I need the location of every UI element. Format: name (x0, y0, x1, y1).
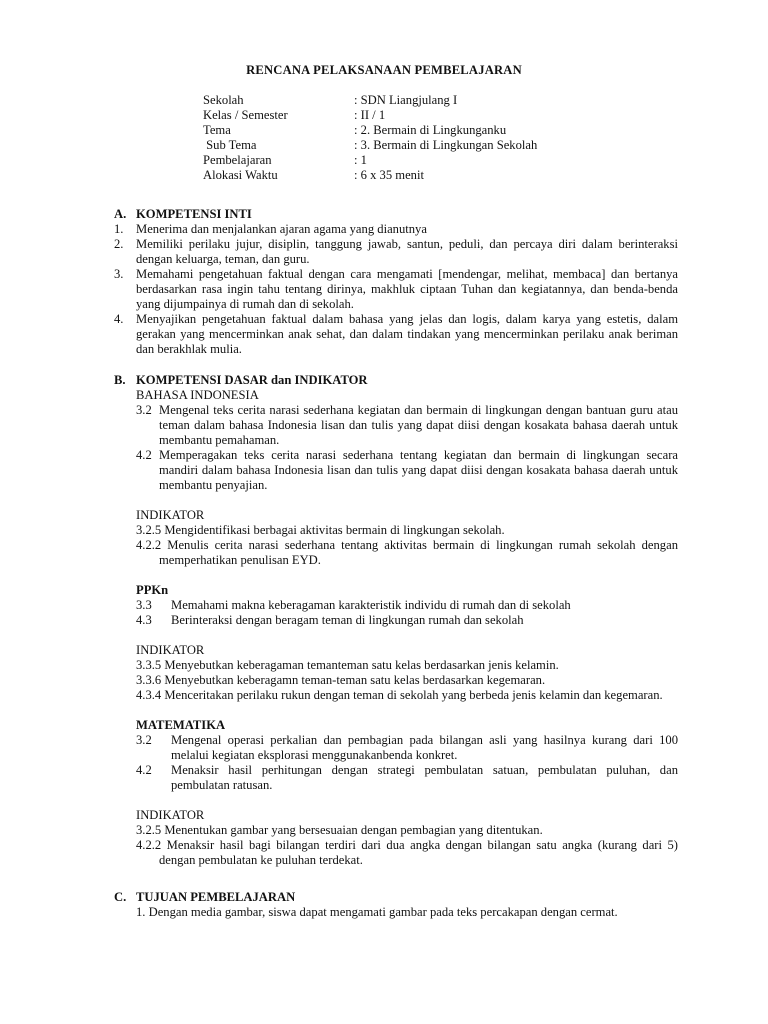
indikator-heading: INDIKATOR (136, 808, 205, 822)
info-value: : 1 (354, 153, 367, 167)
kd-item: 3.2 Mengenal teks cerita narasi sederhana kegiatan dan bermain di lingkungan dengan bantuan guru atau teman dalam bahasa Indonesia lisan dan tulis yang dapat diisi dengan kosakata bahasa daerah untuk membantu pemahaman. (136, 403, 678, 447)
tujuan-item: 1. Dengan media gambar, siswa dapat mengamati gambar pada teks percakapan dengan cermat. (136, 905, 618, 919)
info-label: Tema (203, 123, 231, 137)
list-item: 4. Menyajikan pengetahuan faktual dalam bahasa yang jelas dan logis, dalam karya yang estetis, dalam gerakan yang mencerminkan anak sehat, dan dalam tindakan yang mencerminkan perilaku anak beriman dan berakhlak mulia. (114, 312, 678, 356)
info-value: : SDN Liangjulang I (354, 93, 458, 107)
section-heading: B. KOMPETENSI DASAR dan INDIKATOR (114, 373, 368, 387)
info-label: Sekolah (203, 93, 244, 107)
info-label: Pembelajaran (203, 153, 272, 167)
indikator-item: 3.2.5 Menentukan gambar yang bersesuaian dengan pembagian yang ditentukan. (136, 823, 543, 837)
list-item: 3. Memahami pengetahuan faktual dengan cara mengamati [mendengar, melihat, membaca] dan bertanya berdasarkan rasa ingin tahu tentang dirinya, makhluk ciptaan Tuhan dan kegiatannya, dan benda-benda yang dijumpainya di rumah dan di sekolah. (114, 267, 678, 311)
indikator-item: 3.2.5 Mengidentifikasi berbagai aktivitas bermain di lingkungan sekolah. (136, 523, 505, 537)
kd-item: 4.2 Memperagakan teks cerita narasi sederhana tentang kegiatan dan bermain di lingkungan secara mandiri dalam bahasa Indonesia lisan dan tulis yang dapat diisi dengan kosakata bahasa daerah untuk membantu penyajian. (136, 448, 678, 492)
kd-item: 3.3 Memahami makna keberagaman karakteristik individu di rumah dan di sekolah (136, 598, 571, 612)
info-value: : II / 1 (354, 108, 386, 122)
section-tujuan-pembelajaran (114, 890, 678, 920)
info-row (203, 123, 537, 138)
indikator-item: 4.3.4 Menceritakan perilaku rukun dengan teman di sekolah yang berbeda jenis kelamin dan kegemaran. (136, 688, 663, 702)
list-item: 1. Menerima dan menjalankan ajaran agama yang dianutnya (114, 222, 427, 236)
kd-item: 4.3 Berinteraksi dengan beragam teman di lingkungan rumah dan sekolah (136, 613, 524, 627)
section-kompetensi-inti (114, 207, 678, 357)
kd-item: 3.2 Mengenal operasi perkalian dan pembagian pada bilangan asli yang hasilnya kurang dari 100 melalui kegiatan eksplorasi menggunakanbenda konkret. (136, 733, 678, 762)
kd-item: 4.2 Menaksir hasil perhitungan dengan strategi pembulatan satuan, pembulatan puluhan, dan pembulatan ratusan. (136, 763, 678, 792)
info-value: : 2. Bermain di Lingkunganku (354, 123, 507, 137)
info-value: : 6 x 35 menit (354, 168, 424, 182)
page-title: RENCANA PELAKSANAAN PEMBELAJARAN (246, 63, 522, 77)
indikator-item: 3.3.5 Menyebutkan keberagaman temanteman satu kelas berdasarkan jenis kelamin. (136, 658, 559, 672)
info-row (203, 108, 537, 123)
subject-heading: BAHASA INDONESIA (136, 388, 259, 402)
indikator-item: 4.2.2 Menaksir hasil bagi bilangan terdiri dari dua angka dengan bilangan satu angka (kurang dari 5) dengan pembulatan ke puluhan terdekat. (136, 838, 678, 867)
subject-heading: PPKn (136, 583, 169, 597)
info-row (203, 93, 537, 108)
identity-table (203, 93, 537, 183)
info-label: Kelas / Semester (203, 108, 288, 122)
list-item: 2. Memiliki perilaku jujur, disiplin, tanggung jawab, santun, peduli, dan percaya diri dalam berinteraksi dengan keluarga, teman, dan guru. (114, 237, 678, 266)
section-kompetensi-dasar (114, 373, 678, 868)
indikator-heading: INDIKATOR (136, 508, 205, 522)
indikator-item: 3.3.6 Menyebutkan keberagamn teman-teman satu kelas berdasarkan kegemaran. (136, 673, 546, 687)
info-label: Alokasi Waktu (203, 168, 278, 182)
section-heading: C. TUJUAN PEMBELAJARAN (114, 890, 296, 904)
info-label: Sub Tema (203, 138, 257, 152)
info-row (203, 153, 537, 168)
info-value: : 3. Bermain di Lingkungan Sekolah (354, 138, 538, 152)
info-row (203, 168, 537, 183)
section-heading: A. KOMPETENSI INTI (114, 207, 252, 221)
indikator-heading: INDIKATOR (136, 643, 205, 657)
info-row (203, 138, 537, 153)
indikator-item: 4.2.2 Menulis cerita narasi sederhana tentang aktivitas bermain di lingkungan rumah sekolah dengan memperhatikan penulisan EYD. (136, 538, 678, 567)
subject-heading: MATEMATIKA (136, 718, 226, 732)
